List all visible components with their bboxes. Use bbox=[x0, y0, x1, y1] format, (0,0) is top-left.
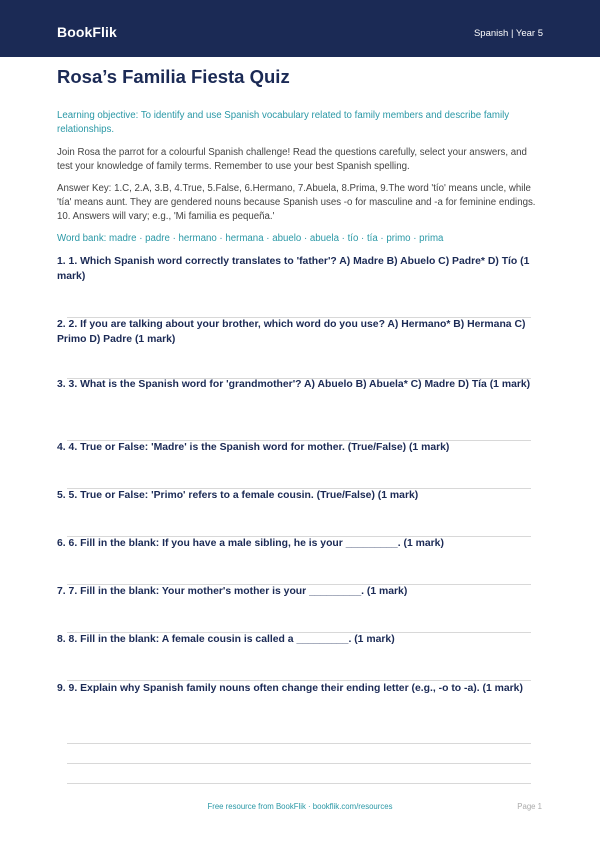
subject-year-label: Spanish | Year 5 bbox=[473, 28, 543, 39]
answer-line bbox=[67, 763, 531, 764]
question-6: 6. 6. Fill in the blank: If you have a male sibling, he is your _________. (1 mark) bbox=[57, 538, 444, 549]
learning-objective: Learning objective: To identify and use Spanish vocabulary related to family members and describe family relationships. bbox=[57, 110, 510, 135]
question-5: 5. 5. True or False: 'Primo' refers to a female cousin. (True/False) (1 mark) bbox=[57, 490, 419, 501]
footer-text: Free resource from BookFlik · bookflik.com/resources bbox=[207, 802, 393, 811]
question-2: 2. 2. If you are talking about your brother, which word do you use? A) Hermano* B) Hermana C) Primo D) Padre (1 mark) bbox=[57, 319, 526, 345]
question-4: 4. 4. True or False: 'Madre' is the Spanish word for mother. (True/False) (1 mark) bbox=[57, 442, 450, 453]
question-3: 3. 3. What is the Spanish word for 'grandmother'? A) Abuelo B) Abuela* C) Madre D) Tía (1 mark) bbox=[57, 379, 531, 390]
question-7: 7. 7. Fill in the blank: Your mother's mother is your _________. (1 mark) bbox=[57, 586, 408, 597]
answer-key: Answer Key: 1.C, 2.A, 3.B, 4.True, 5.False, 6.Hermano, 7.Abuela, 8.Prima, 9.The word 'tío' means uncle, while 'tía' means aunt. They are gendered nouns because Spanish uses -o for masculine and -a for feminine endings. 10. Answers will vary; e.g., 'Mi familia es pequeña.' bbox=[57, 183, 536, 222]
brand-logo: BookFlik bbox=[57, 24, 117, 40]
question-8: 8. 8. Fill in the blank: A female cousin is called a _________. (1 mark) bbox=[57, 634, 395, 645]
question-1: 1. 1. Which Spanish word correctly translates to 'father'? A) Madre B) Abuelo C) Padre* D) Tío (1 mark) bbox=[57, 256, 530, 282]
worksheet-intro bbox=[57, 66, 543, 246]
intro-text: Join Rosa the parrot for a colourful Spanish challenge! Read the questions carefully, select your answers, and test your knowledge of family terms. Remember to use your best Spanish spelling. bbox=[57, 147, 527, 172]
page-header bbox=[0, 0, 600, 57]
answer-line bbox=[67, 783, 531, 784]
question-9: 9. 9. Explain why Spanish family nouns often change their ending letter (e.g., -o to -a). (1 mark) bbox=[57, 683, 523, 694]
page-title: Rosa’s Familia Fiesta Quiz bbox=[57, 66, 290, 87]
answer-line bbox=[67, 743, 531, 744]
word-bank: Word bank: madre · padre · hermano · hermana · abuelo · abuela · tío · tía · primo · prima bbox=[57, 233, 444, 244]
page-number: Page 1 bbox=[517, 802, 542, 811]
